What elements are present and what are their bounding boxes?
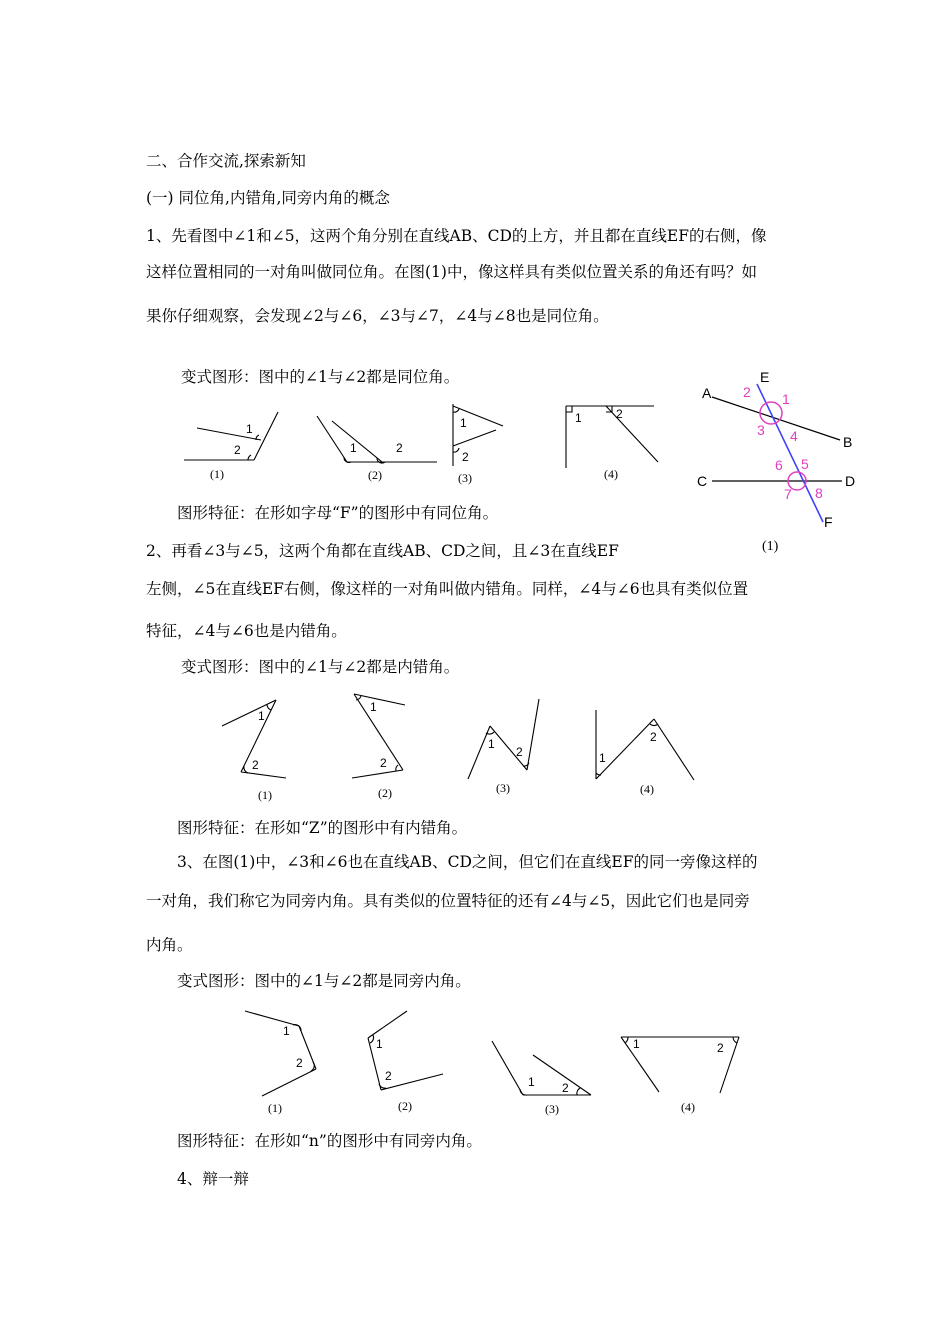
figure-caption: (4) [604, 467, 618, 481]
angle-label-1: 1 [575, 411, 582, 425]
corresponding-figure-3 [445, 400, 510, 490]
interior-variant: 变式图形：图中的∠1与∠2都是同旁内角。 [177, 972, 471, 990]
angle-label-2: 2 [296, 1056, 303, 1070]
angle-label-1: 1 [258, 709, 265, 723]
para1-line2: 这样位置相同的一对角叫做同位角。在图(1)中，像这样具有类似位置关系的角还有吗？如 [146, 263, 757, 281]
alternate-variant: 变式图形：图中的∠1与∠2都是内错角。 [181, 658, 460, 676]
para3-line3: 内角。 [146, 936, 193, 954]
point-label-d: D [845, 473, 856, 489]
main-angle-label-6: 6 [775, 457, 783, 473]
angle-label-1: 1 [460, 416, 467, 430]
angle-label-2: 2 [650, 730, 657, 744]
figure-caption: (1) [258, 788, 272, 802]
angle-label-2: 2 [562, 1081, 569, 1095]
point-label-a: A [702, 385, 712, 401]
corresponding-feature: 图形特征：在形如字母“F”的图形中有同位角。 [177, 504, 499, 522]
figure-caption: (2) [398, 1099, 412, 1113]
point-label-f: F [824, 514, 833, 530]
figure-caption: (2) [368, 468, 382, 482]
alternate-figure-3 [462, 695, 547, 800]
main-figure [690, 360, 870, 560]
figure-caption: (1) [210, 467, 224, 481]
angle-label-2: 2 [380, 756, 387, 770]
interior-figure-4 [615, 1030, 745, 1115]
figure-caption: (1) [268, 1101, 282, 1115]
angle-label-1: 1 [599, 751, 606, 765]
corresponding-figure-1 [180, 405, 280, 485]
angle-label-2: 2 [616, 407, 623, 421]
interior-figure-3 [485, 1035, 595, 1120]
corresponding-variant: 变式图形：图中的∠1与∠2都是同位角。 [181, 368, 460, 386]
angle-label-2: 2 [717, 1041, 724, 1055]
interior-figure-2 [360, 1005, 450, 1115]
main-angle-label-2: 2 [743, 384, 751, 400]
point-label-e: E [760, 369, 770, 385]
point-label-c: C [697, 473, 708, 489]
alternate-feature: 图形特征：在形如“Z”的图形中有内错角。 [177, 819, 468, 837]
para3-line1: 3、在图(1)中，∠3和∠6也在直线AB、CD之间，但它们在直线EF的同一旁像这样的 [177, 853, 758, 871]
para3-line2: 一对角，我们称它为同旁内角。具有类似的位置特征的还有∠4与∠5，因此它们也是同旁 [146, 892, 750, 910]
interior-figure-1 [240, 1005, 325, 1120]
debate-heading: 4、辩一辩 [177, 1170, 249, 1188]
main-angle-label-5: 5 [801, 456, 809, 472]
angle-label-1: 1 [350, 441, 357, 455]
angle-label-1: 1 [283, 1024, 290, 1038]
para2-line1: 2、再看∠3与∠5，这两个角都在直线AB、CD之间，且∠3在直线EF [146, 542, 619, 560]
alternate-figure-4 [590, 705, 700, 800]
figure-caption: (3) [496, 781, 510, 795]
angle-label-2: 2 [234, 443, 241, 457]
angle-label-1: 1 [370, 700, 377, 714]
angle-label-1: 1 [488, 737, 495, 751]
main-angle-label-3: 3 [757, 422, 765, 438]
para2-line3: 特征，∠4与∠6也是内错角。 [146, 622, 347, 640]
corresponding-figure-4 [560, 400, 660, 481]
main-angle-label-1: 1 [782, 391, 790, 407]
figure-caption: (4) [640, 782, 654, 796]
figure-caption: (3) [458, 471, 472, 485]
point-label-b: B [843, 434, 853, 450]
angle-label-2: 2 [252, 758, 259, 772]
angle-label-2: 2 [462, 450, 469, 464]
main-angle-label-7: 7 [784, 486, 792, 502]
main-angle-label-8: 8 [815, 485, 823, 501]
interior-feature: 图形特征：在形如“n”的图形中有同旁内角。 [177, 1132, 482, 1150]
para2-line2: 左侧，∠5在直线EF右侧，像这样的一对角叫做内错角。同样，∠4与∠6也具有类似位置 [146, 580, 749, 598]
angle-label-2: 2 [396, 441, 403, 455]
angle-label-1: 1 [376, 1037, 383, 1051]
figure-caption: (3) [545, 1102, 559, 1116]
alternate-figure-2 [345, 685, 420, 800]
angle-label-2: 2 [385, 1069, 392, 1083]
main-angle-label-4: 4 [790, 428, 798, 444]
main-figure-caption: (1) [762, 539, 779, 554]
figure-caption: (2) [378, 786, 392, 800]
corresponding-figure-2 [310, 405, 445, 485]
subsection-title: (一) 同位角,内错角,同旁内角的概念 [146, 189, 390, 207]
angle-label-1: 1 [633, 1037, 640, 1051]
section-title: 二、合作交流,探索新知 [146, 152, 306, 170]
para1-line3: 果你仔细观察，会发现∠2与∠6，∠3与∠7，∠4与∠8也是同位角。 [146, 307, 609, 325]
figure-caption: (4) [681, 1100, 695, 1114]
angle-label-1: 1 [528, 1075, 535, 1089]
para1-line1: 1、先看图中∠1和∠5，这两个角分别在直线AB、CD的上方，并且都在直线EF的右侧，像 [146, 227, 767, 245]
alternate-figure-1 [215, 690, 295, 805]
angle-label-1: 1 [246, 422, 253, 436]
angle-label-2: 2 [516, 745, 523, 759]
